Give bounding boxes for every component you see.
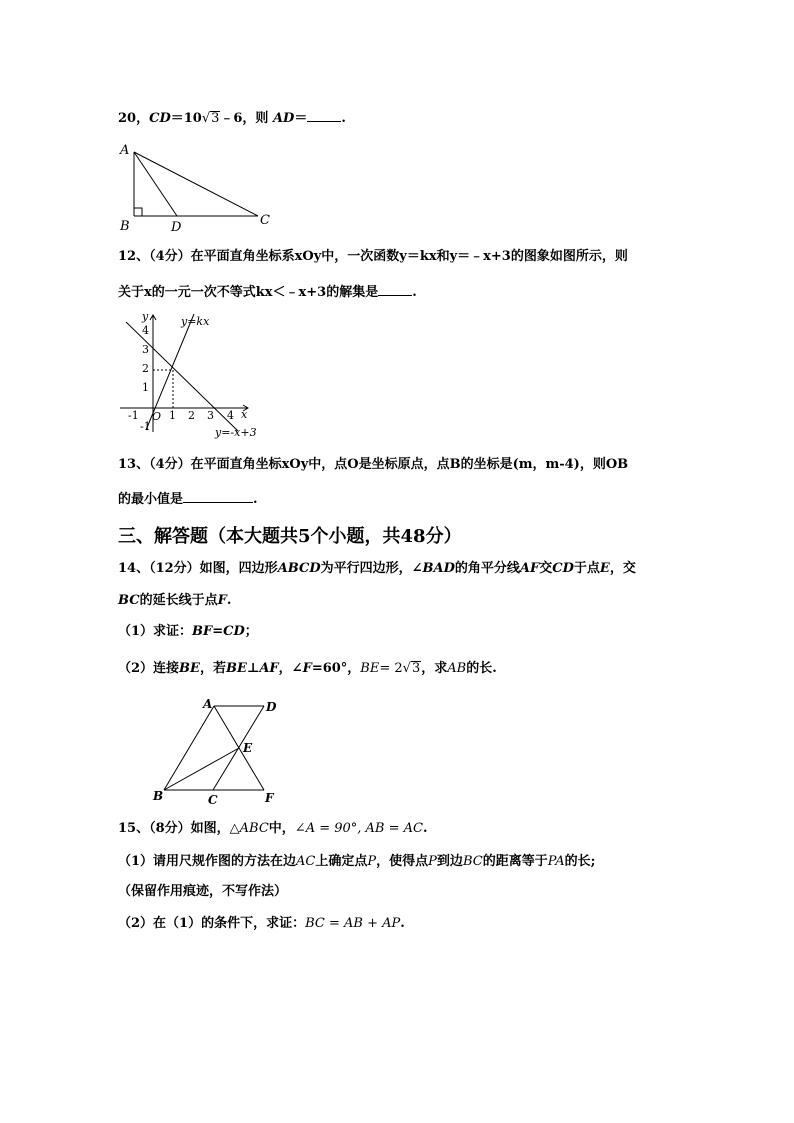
side-dc [213, 706, 264, 790]
side-ac [134, 152, 258, 216]
q12-line2 [118, 283, 417, 302]
tail-text: ﹣6，则 [220, 111, 269, 126]
var-p: P [367, 854, 377, 869]
part1-f: 的长; [564, 854, 596, 869]
q15-note: （保留作用痕迹，不写作法） [118, 884, 288, 899]
var-cd: CD [149, 111, 171, 126]
q15-part1 [118, 853, 595, 871]
section-title: 三、解答题（本大题共5个小题，共48分） [118, 526, 462, 547]
q15-condition: ∠A = 90°, AB = AC [294, 821, 423, 836]
part2-c: ，∠ [278, 661, 303, 676]
var-be: BE [179, 661, 200, 676]
q14-part2 [118, 660, 497, 678]
var-f: F [217, 593, 227, 608]
q12-text: 关于x的一元一次不等式kx＜﹣x+3的解集是 [118, 285, 379, 300]
right-angle-mark [134, 208, 142, 216]
be-eq: BE [360, 661, 380, 676]
var-bc: BC [118, 593, 140, 608]
var-cd: CD [552, 561, 574, 576]
var-f2: F [302, 661, 312, 676]
y-axis-label: y [142, 310, 149, 323]
q14-text-d: 交 [539, 561, 553, 576]
part2-f: 的长. [466, 661, 497, 676]
x-tick-neg1: -1 [128, 409, 139, 422]
x-axis-arrow [243, 405, 248, 411]
label-d: D [171, 220, 182, 235]
var-abcd: ABCD [277, 561, 321, 576]
y-tick-3: 3 [142, 343, 149, 356]
q12-answer-blank[interactable] [378, 283, 412, 296]
label-b: B [153, 789, 164, 803]
period: . [422, 821, 428, 836]
y-tick-2: 2 [142, 362, 149, 375]
equals: ＝ [294, 111, 308, 126]
label-c: C [208, 793, 218, 807]
q14-text-e: 于点 [573, 561, 600, 576]
label-a: A [203, 697, 213, 711]
label-c: C [260, 213, 270, 228]
equals-ten: ＝10 [170, 111, 202, 126]
part2-d: =60°， [311, 661, 361, 676]
part1-c: ，使得点 [376, 854, 429, 869]
q15-line1 [118, 820, 428, 838]
q14-part1 [118, 623, 258, 641]
eq-two: = 2 [379, 661, 403, 676]
q13-text: 的最小值是 [118, 492, 184, 507]
q14-text-b: 为平行四边形，∠ [320, 561, 423, 576]
q14-text-g: 的延长线于点 [139, 593, 218, 608]
x-tick-1: 1 [169, 409, 176, 422]
q15-text-b: 中， [268, 821, 295, 836]
q13-line2 [118, 490, 258, 509]
q15-part2 [118, 915, 405, 933]
q15-text-a: 15、（8分）如图， [118, 821, 230, 836]
label-e: E [243, 741, 253, 755]
var-e: E [599, 561, 610, 576]
y-tick-1: 1 [142, 381, 149, 394]
x-tick-4: 4 [227, 409, 234, 422]
var-bc: BC [462, 854, 483, 869]
problem-number: 20， [118, 111, 150, 126]
q14-line2 [118, 592, 231, 610]
var-ad: AD [272, 111, 295, 126]
part1-b: 上确定点 [315, 854, 368, 869]
part1-end: ； [244, 624, 258, 639]
line-b-label: y=-x+3 [215, 426, 257, 439]
period: . [412, 285, 417, 300]
sqrt-arg: 3 [211, 111, 220, 126]
var-ac: AC [296, 854, 316, 869]
part1-e: 的距离等于 [482, 854, 548, 869]
part2-expr: BC = AB + AP [305, 916, 401, 931]
segment-ad [134, 152, 177, 216]
problem-cd-line [118, 109, 346, 128]
origin-label: O [152, 410, 162, 423]
y-tick-4: 4 [142, 324, 149, 337]
label-f: F [265, 791, 274, 805]
line-be [164, 748, 239, 790]
part2-b: ，若 [199, 661, 226, 676]
part1-a: （1）请用尺规作图的方法在边 [118, 854, 297, 869]
part1-expr: BF=CD [192, 624, 245, 639]
q14-text-f: ，交 [609, 561, 636, 576]
line-kx [146, 314, 194, 430]
y-axis-arrow [150, 315, 156, 320]
line-af [214, 706, 264, 790]
var-af: AF [519, 561, 540, 576]
x-tick-3: 3 [207, 409, 214, 422]
q14-line1 [118, 560, 636, 578]
part2-a: （2）在（1）的条件下，求证： [118, 916, 306, 931]
x-axis-label: x [241, 408, 248, 421]
q13-answer-blank[interactable] [183, 490, 253, 503]
sqrt-sign: √ [402, 661, 411, 676]
label-a: A [120, 143, 130, 158]
q12-line1: 12、（4分）在平面直角坐标系xOy中，一次函数y＝kx和y＝﹣x+3的图象如图所示，则 [118, 249, 628, 264]
line-kx-label: y=kx [181, 315, 210, 328]
period: . [226, 593, 232, 608]
sqrt-arg: 3 [411, 661, 421, 676]
sqrt-sign: √ [201, 111, 211, 126]
part2-e: ，求 [421, 661, 448, 676]
q14-text-c: 的角平分线 [454, 561, 520, 576]
period: . [253, 492, 258, 507]
part1-label: （1）求证： [118, 624, 193, 639]
q13-line1: 13、（4分）在平面直角坐标xOy中，点O是坐标原点，点B的坐标是(m，m-4)，则OB [118, 457, 629, 472]
period: . [400, 916, 405, 931]
var-p2: P [428, 854, 437, 869]
line-neg-x-plus-3 [126, 322, 238, 431]
label-d: D [266, 700, 277, 714]
y-tick-neg1: -1 [140, 420, 151, 433]
var-pa: PA [547, 854, 565, 869]
label-b: B [120, 219, 130, 234]
q14-text-a: 14、（12分）如图，四边形 [118, 561, 278, 576]
var-bad: BAD [422, 561, 455, 576]
part1-d: 到边 [436, 854, 463, 869]
answer-blank[interactable] [307, 109, 341, 122]
x-tick-2: 2 [188, 409, 195, 422]
period: . [341, 111, 346, 126]
be-perp-af: BE⊥AF [225, 661, 279, 676]
part2-a: （2）连接 [118, 661, 180, 676]
triangle-abc: △ABC [229, 821, 269, 836]
var-ab: AB [447, 661, 467, 676]
side-ab [164, 706, 214, 790]
